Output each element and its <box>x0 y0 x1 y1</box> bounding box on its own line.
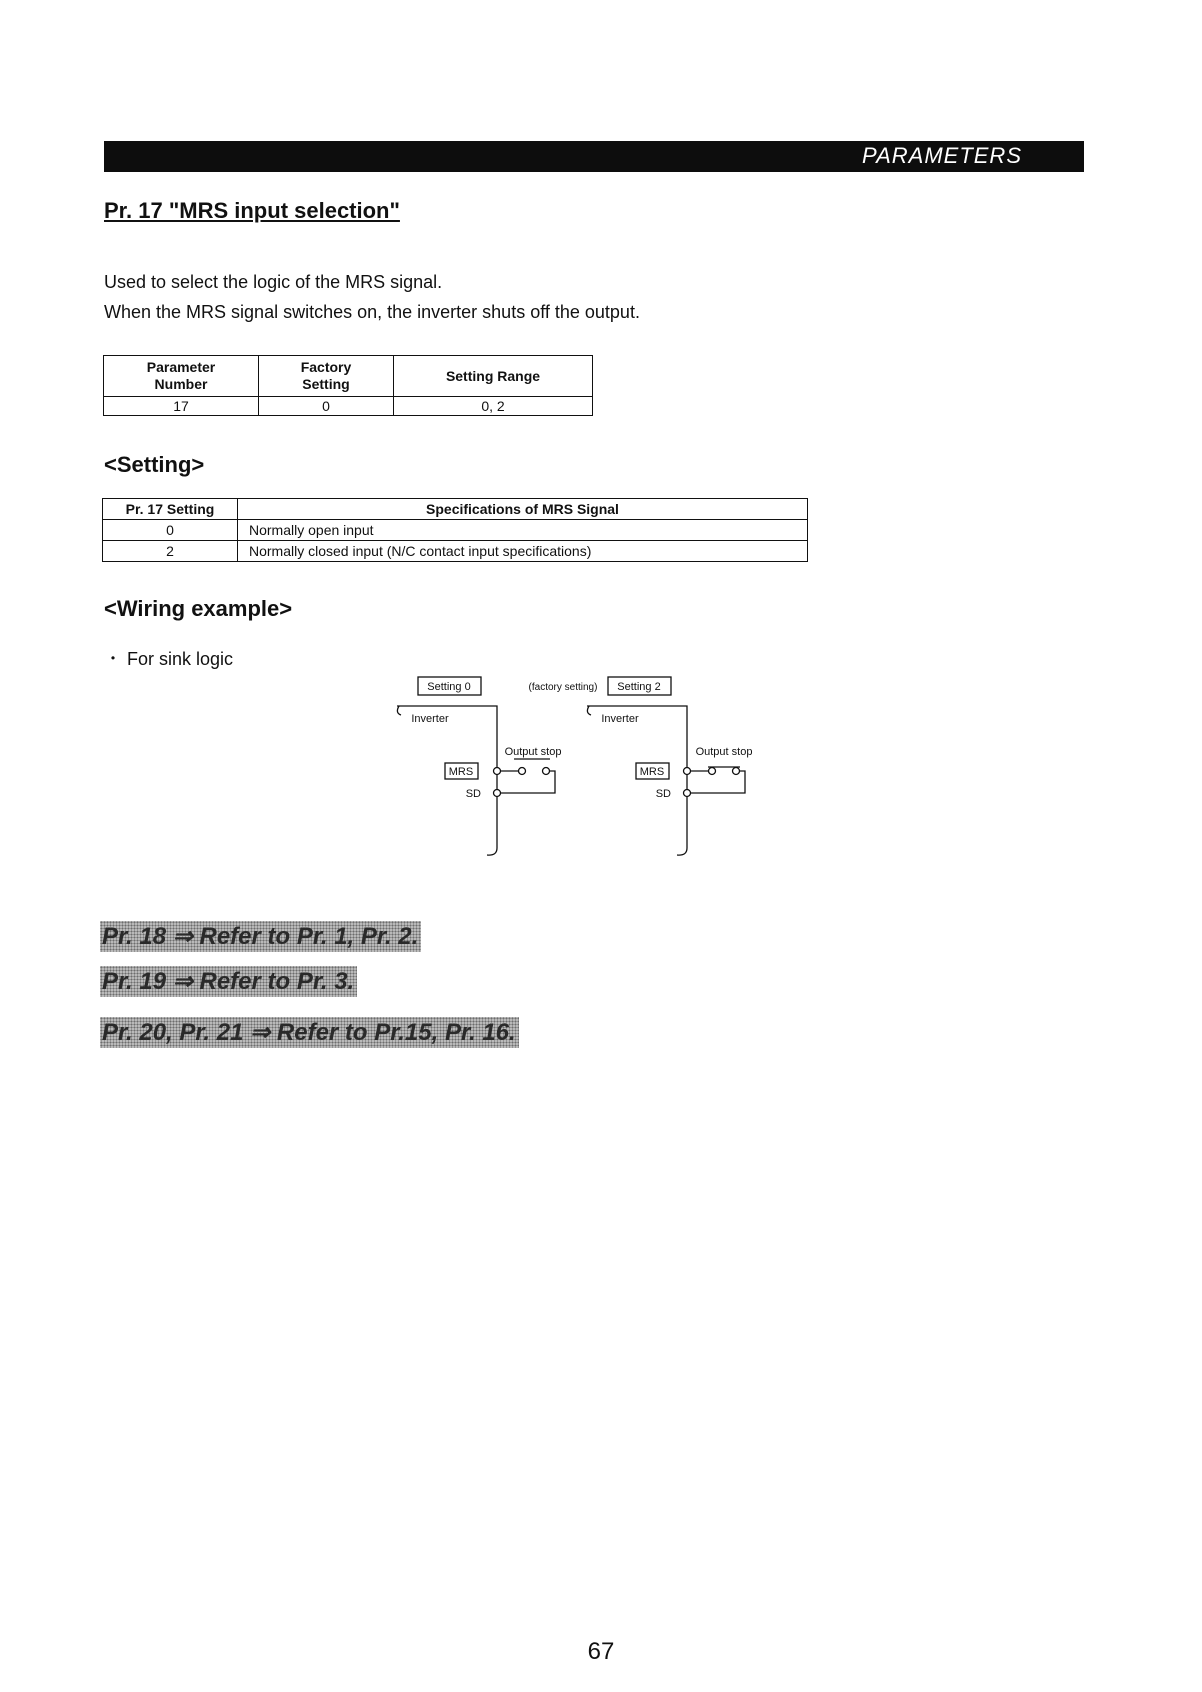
setting-header-value: Pr. 17 Setting <box>103 499 238 520</box>
inverter-label: Inverter <box>601 713 639 725</box>
table-row <box>103 520 808 541</box>
mrs-terminal-label: MRS <box>639 766 665 778</box>
factory-setting-note: (factory setting) <box>528 682 598 693</box>
intro-line-2: When the MRS signal switches on, the inverter shuts off the output. <box>104 302 640 322</box>
section-header-bar <box>104 141 1084 172</box>
inverter-outline <box>587 706 687 855</box>
section-header-label: PARAMETERS <box>862 143 1022 168</box>
output-stop-label: Output stop <box>695 746 753 758</box>
wiring-diagram <box>395 675 795 870</box>
output-stop-label: Output stop <box>504 746 562 758</box>
circuit-setting-2 <box>587 677 752 855</box>
param-cell-number: 17 <box>104 397 259 416</box>
reference-pr18[interactable]: Pr. 18 ⇒ Refer to Pr. 1, Pr. 2. <box>100 921 421 952</box>
setting-header-spec: Specifications of MRS Signal <box>238 499 808 520</box>
setting-2-label: Setting 2 <box>617 681 661 693</box>
setting-cell-spec: Normally open input <box>238 520 808 541</box>
sd-terminal-label: SD <box>655 788 671 800</box>
reference-pr19[interactable]: Pr. 19 ⇒ Refer to Pr. 3. <box>100 966 357 997</box>
param-cell-range: 0, 2 <box>394 397 593 416</box>
table-row <box>103 541 808 562</box>
setting-cell-spec: Normally closed input (N/C contact input specifications) <box>238 541 808 562</box>
inverter-label: Inverter <box>411 713 449 725</box>
inverter-outline <box>397 706 497 855</box>
sink-logic-bullet: ・ For sink logic <box>104 649 234 669</box>
setting-cell-value: 0 <box>103 520 238 541</box>
circuit-setting-0 <box>397 677 597 855</box>
setting-cell-value: 2 <box>103 541 238 562</box>
setting-heading: <Setting> <box>104 452 205 477</box>
param-cell-factory: 0 <box>259 397 394 416</box>
sd-terminal-label: SD <box>465 788 481 800</box>
parameter-table <box>103 355 593 416</box>
param-header-range: Setting Range <box>394 356 593 397</box>
wiring-heading: <Wiring example> <box>104 596 293 621</box>
page-title: Pr. 17 "MRS input selection" <box>104 198 400 223</box>
page-number: 67 <box>587 1638 615 1665</box>
setting-table <box>102 498 808 562</box>
setting-0-label: Setting 0 <box>427 681 471 693</box>
reference-pr20-21[interactable]: Pr. 20, Pr. 21 ⇒ Refer to Pr.15, Pr. 16. <box>100 1017 519 1048</box>
intro-line-1: Used to select the logic of the MRS signal. <box>104 272 443 292</box>
param-header-factory: Factory Setting <box>259 356 394 397</box>
param-header-number: Parameter Number <box>104 356 259 397</box>
mrs-terminal-label: MRS <box>448 766 474 778</box>
